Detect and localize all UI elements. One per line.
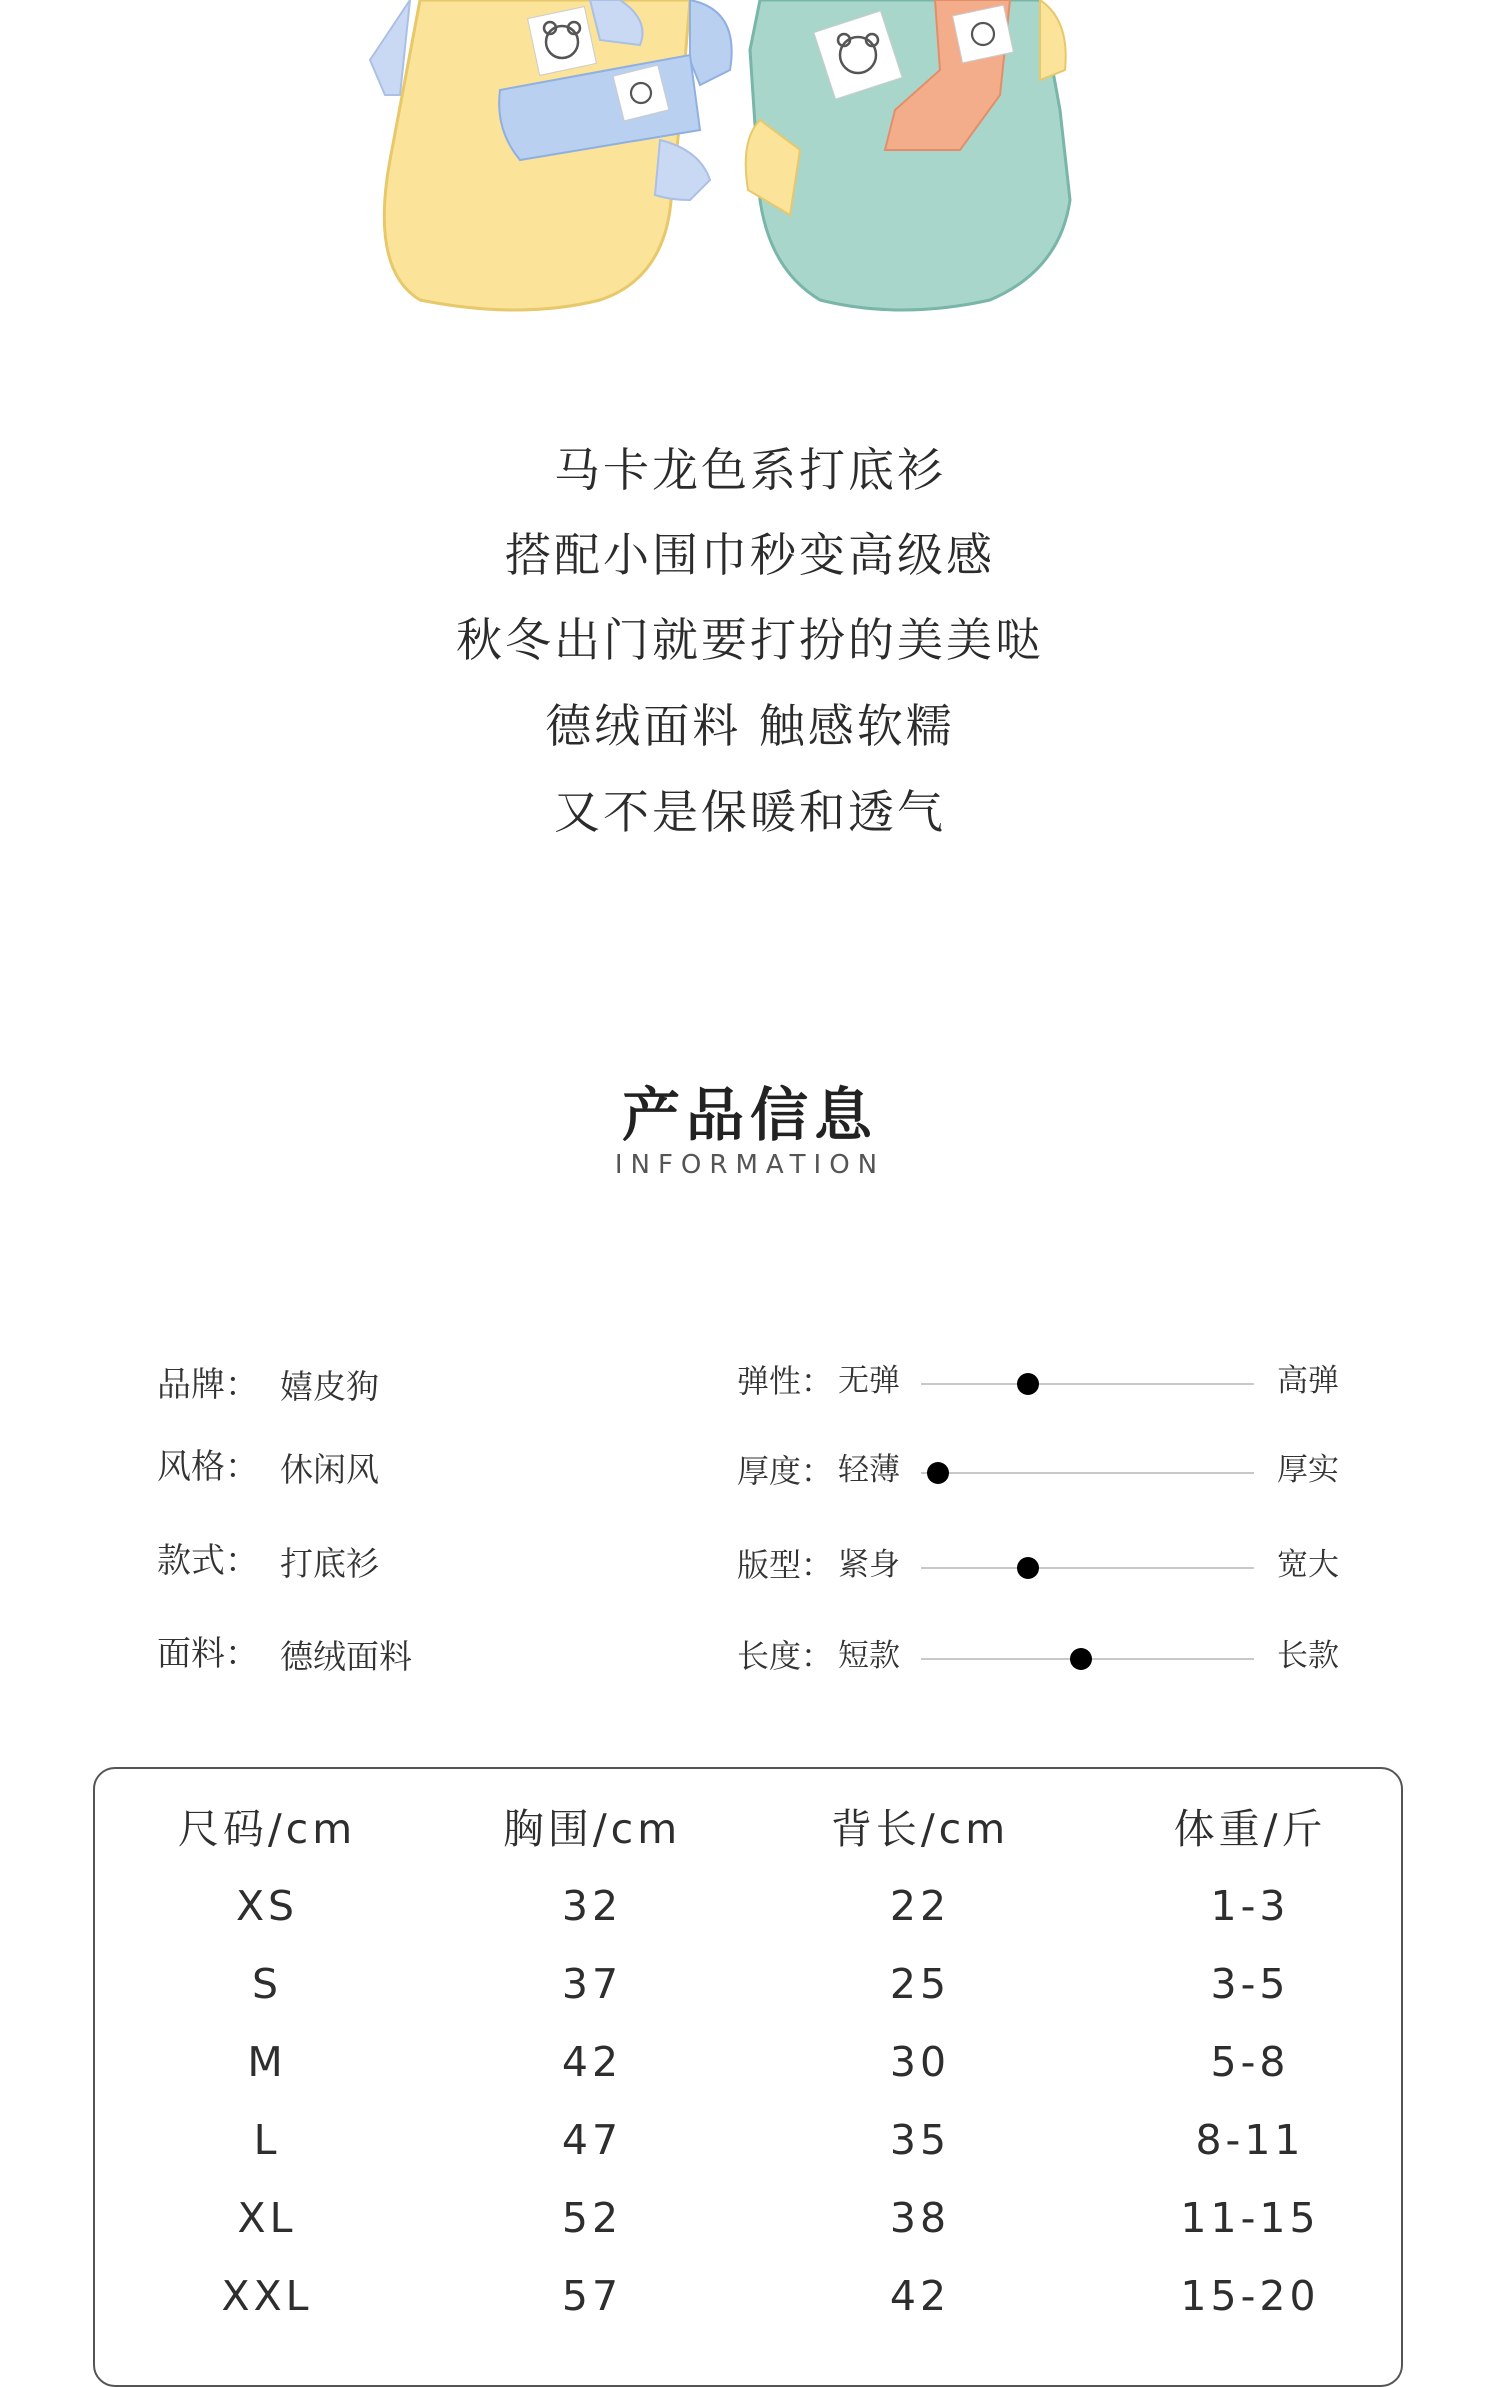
cell-back-length: 30	[889, 2038, 951, 2086]
green-shirt-with-orange-scarf	[746, 0, 1070, 310]
cell-chest: 32	[561, 1882, 623, 1930]
scale-marker	[1017, 1373, 1039, 1395]
info-value-brand: 嬉皮狗	[280, 1367, 379, 1406]
scale-track	[921, 1383, 1254, 1385]
scale-low-label: 短款	[838, 1638, 900, 1674]
header-chest: 胸围/cm	[502, 1805, 682, 1853]
cell-weight: 3-5	[1210, 1960, 1290, 2008]
scale-label: 长度：	[737, 1637, 834, 1675]
cell-weight: 11-15	[1180, 2194, 1320, 2242]
cell-back-length: 25	[889, 1960, 951, 2008]
scale-track	[921, 1472, 1254, 1474]
cell-back-length: 22	[889, 1882, 951, 1930]
info-label-type: 款式：	[157, 1541, 259, 1581]
cell-chest: 37	[561, 1960, 623, 2008]
scale-label: 弹性：	[737, 1362, 834, 1400]
scale-low-label: 轻薄	[838, 1452, 900, 1488]
yellow-shirt-with-blue-scarf	[370, 0, 732, 310]
scale-label: 版型：	[737, 1546, 834, 1584]
scale-track	[921, 1567, 1254, 1569]
cell-weight: 1-3	[1210, 1882, 1290, 1930]
info-value-style: 休闲风	[280, 1450, 379, 1489]
cell-chest: 52	[561, 2194, 623, 2242]
cell-size: S	[251, 1960, 283, 2008]
scale-label: 厚度：	[737, 1452, 834, 1490]
info-value-fabric: 德绒面料	[280, 1637, 412, 1676]
scale-high-label: 长款	[1277, 1638, 1339, 1674]
scale-marker	[927, 1462, 949, 1484]
cell-size: XS	[235, 1882, 299, 1930]
scale-marker	[1017, 1557, 1039, 1579]
info-value-type: 打底衫	[280, 1544, 379, 1583]
info-label-fabric: 面料：	[157, 1634, 259, 1674]
tagline-4: 德绒面料 触感软糯	[545, 699, 955, 753]
size-table	[93, 1767, 1403, 2387]
tagline-1: 马卡龙色系打底衫	[554, 443, 946, 497]
cell-chest: 57	[561, 2272, 623, 2320]
header-back-length: 背长/cm	[830, 1805, 1010, 1853]
scale-low-label: 无弹	[838, 1363, 900, 1399]
scale-high-label: 高弹	[1277, 1363, 1339, 1399]
scale-high-label: 厚实	[1277, 1452, 1339, 1488]
scale-marker	[1070, 1648, 1092, 1670]
info-label-style: 风格：	[157, 1447, 259, 1487]
header-size: 尺码/cm	[177, 1805, 357, 1853]
section-title: 产品信息	[621, 1081, 878, 1149]
section-subtitle: INFORMATION	[614, 1150, 886, 1180]
cell-size: XL	[237, 2194, 297, 2242]
cell-chest: 42	[561, 2038, 623, 2086]
tagline-2: 搭配小围巾秒变高级感	[505, 528, 995, 582]
product-illustration	[0, 0, 1500, 330]
cell-size: L	[253, 2116, 281, 2164]
cell-chest: 47	[561, 2116, 623, 2164]
cell-back-length: 42	[889, 2272, 951, 2320]
cell-weight: 5-8	[1210, 2038, 1290, 2086]
cell-weight: 15-20	[1180, 2272, 1320, 2320]
scale-low-label: 紧身	[838, 1547, 900, 1583]
scale-high-label: 宽大	[1277, 1547, 1339, 1583]
cell-back-length: 38	[889, 2194, 951, 2242]
cell-weight: 8-11	[1195, 2116, 1305, 2164]
cell-size: M	[247, 2038, 287, 2086]
header-weight: 体重/斤	[1173, 1805, 1327, 1853]
cell-back-length: 35	[889, 2116, 951, 2164]
cell-size: XXL	[221, 2272, 313, 2320]
info-label-brand: 品牌：	[157, 1365, 259, 1405]
tagline-5: 又不是保暖和透气	[554, 785, 946, 839]
tagline-3: 秋冬出门就要打扮的美美哒	[456, 613, 1044, 667]
